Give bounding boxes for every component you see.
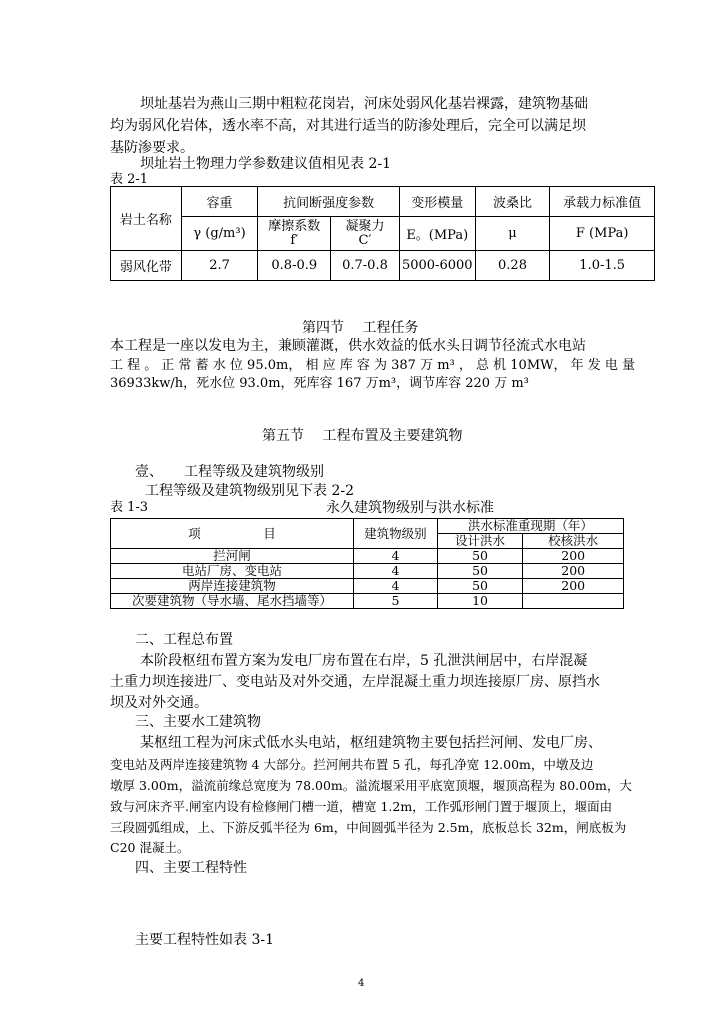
th-bearing: 承载力标准值: [550, 187, 655, 217]
cell-level: 4: [354, 549, 438, 564]
th-level: 建筑物级别: [354, 519, 438, 549]
rock-parameters-table: [110, 186, 655, 281]
section4-line2: 工 程 。 正 常 蓄 水 位 95.0m， 相 应 库 容 为 387 万 m³ ， 总 机 10MW， 年 发 电 量: [110, 358, 636, 373]
section4-line3: 36933kw/h，死水位 93.0m，死库容 167 万m³，调节库容 220 万 m³: [110, 376, 529, 391]
table-row: [111, 251, 655, 281]
th-shear: 抗间断强度参数: [258, 187, 399, 217]
th-weight-unit: γ (g/m³): [181, 217, 258, 251]
hydro-line4: 致与河床齐平.闸室内设有检修闸门槽一道，槽宽 1.2m，工作弧形闸门置于堰顶上，堰面由: [110, 799, 613, 814]
page-number: 4: [358, 978, 365, 989]
cell-item: 拦河闸: [111, 549, 354, 564]
section5-sub1: 壹、 工程等级及建筑物级别: [135, 464, 324, 480]
th-cohesion: [331, 217, 400, 251]
table2-caption: 永久建筑物级别与洪水标准: [326, 500, 494, 516]
hydro-title: 三、主要水工建筑物: [135, 714, 261, 730]
section5-sub1-line: 工程等级及建筑物级别见下表 2-2: [145, 483, 354, 499]
table-row: [111, 549, 624, 564]
cell-level: 4: [354, 564, 438, 579]
cell-rock-name: 弱风化带: [111, 251, 182, 281]
table1-label: 表 2-1: [110, 172, 149, 187]
cell-item: 电站厂房、变电站: [111, 564, 354, 579]
table2-label: 表 1-3: [110, 500, 149, 515]
layout-line2: 土重力坝连接进厂、变电站及对外交通，左岸混凝土重力坝连接原厂房、原挡水: [110, 674, 600, 690]
cell-check: 200: [523, 579, 624, 594]
cell-check: [523, 594, 624, 609]
th-friction: [258, 217, 331, 251]
building-level-table: [110, 518, 624, 609]
th-poisson: 波桑比: [475, 187, 550, 217]
th-flood: 洪水标准重现期（年）: [437, 519, 623, 534]
features-line: 主要工程特性如表 3-1: [135, 932, 274, 948]
cell-modulus: 5000-6000: [399, 251, 475, 281]
th-friction-label: 摩擦系数: [268, 218, 321, 234]
cell-bearing: 1.0-1.5: [550, 251, 655, 281]
th-weight: 容重: [181, 187, 258, 217]
th-modulus: 变形模量: [399, 187, 475, 217]
th-poisson-symbol: μ: [475, 217, 550, 251]
section4-line1: 本工程是一座以发电为主，兼顾灌溉，供水效益的低水头日调节径流式水电站: [110, 338, 586, 354]
hydro-line6: C20 混凝土。: [110, 840, 190, 855]
cell-design: 10: [437, 594, 523, 609]
para1-line2: 均为弱风化岩体，透水率不高，对其进行适当的防渗处理后，完全可以满足坝: [110, 118, 586, 134]
section4-title: 第四节 工程任务: [302, 320, 419, 336]
cell-design: 50: [437, 549, 523, 564]
layout-title: 二、工程总布置: [135, 632, 233, 648]
para1-line4: 坝址岩土物理力学参数建议值相见表 2-1: [140, 156, 391, 172]
th-cohesion-label: 凝聚力: [345, 218, 385, 234]
cell-friction: 0.8-0.9: [258, 251, 331, 281]
cell-check: 200: [523, 549, 624, 564]
section5-title: 第五节 工程布置及主要建筑物: [262, 428, 463, 444]
th-check-flood: 校核洪水: [523, 534, 624, 549]
para1-line3: 基防渗要求。: [110, 140, 194, 156]
cell-cohesion: 0.7-0.8: [331, 251, 400, 281]
th-item: 项 目: [111, 519, 354, 549]
layout-line3: 坝及对外交通。: [110, 695, 208, 711]
cell-design: 50: [437, 579, 523, 594]
cell-item: 两岸连接建筑物: [111, 579, 354, 594]
hydro-line2: 变电站及两岸连接建筑物 4 大部分。拦河闸共布置 5 孔，每孔净宽 12.00m，中墩及边: [110, 757, 594, 772]
para1-line1: 坝址基岩为燕山三期中粗粒花岗岩，河床处弱风化基岩裸露，建筑物基础: [140, 96, 588, 112]
hydro-line5: 三段圆弧组成，上、下游反弧半径为 6m，中间圆弧半径为 2.5m，底板总长 32m，闸底板为: [110, 820, 627, 835]
th-design-flood: 设计洪水: [437, 534, 523, 549]
hydro-line3: 墩厚 3.00m，溢流前缘总宽度为 78.00m。溢流堰采用平底宽顶堰，堰顶高程为 80.00m，大: [110, 778, 632, 793]
table-row: [111, 594, 624, 609]
th-modulus-unit: E。(MPa): [399, 217, 475, 251]
th-rock-name: 岩土名称: [111, 187, 182, 251]
cell-poisson: 0.28: [475, 251, 550, 281]
cell-weight: 2.7: [181, 251, 258, 281]
th-bearing-unit: F (MPa): [550, 217, 655, 251]
features-title: 四、主要工程特性: [135, 860, 247, 876]
cell-level: 4: [354, 579, 438, 594]
cell-level: 5: [354, 594, 438, 609]
layout-line1: 本阶段枢纽布置方案为发电厂房布置在右岸，5 孔泄洪闸居中，右岸混凝: [140, 653, 588, 669]
cell-item: 次要建筑物（导水墙、尾水挡墙等）: [111, 594, 354, 609]
table-row: [111, 579, 624, 594]
cell-check: 200: [523, 564, 624, 579]
th-cohesion-symbol: C′: [358, 232, 372, 248]
table-row: [111, 564, 624, 579]
cell-design: 50: [437, 564, 523, 579]
th-friction-symbol: f′: [290, 232, 299, 248]
hydro-line1: 某枢纽工程为河床式低水头电站，枢纽建筑物主要包括拦河闸、发电厂房、: [140, 735, 602, 751]
